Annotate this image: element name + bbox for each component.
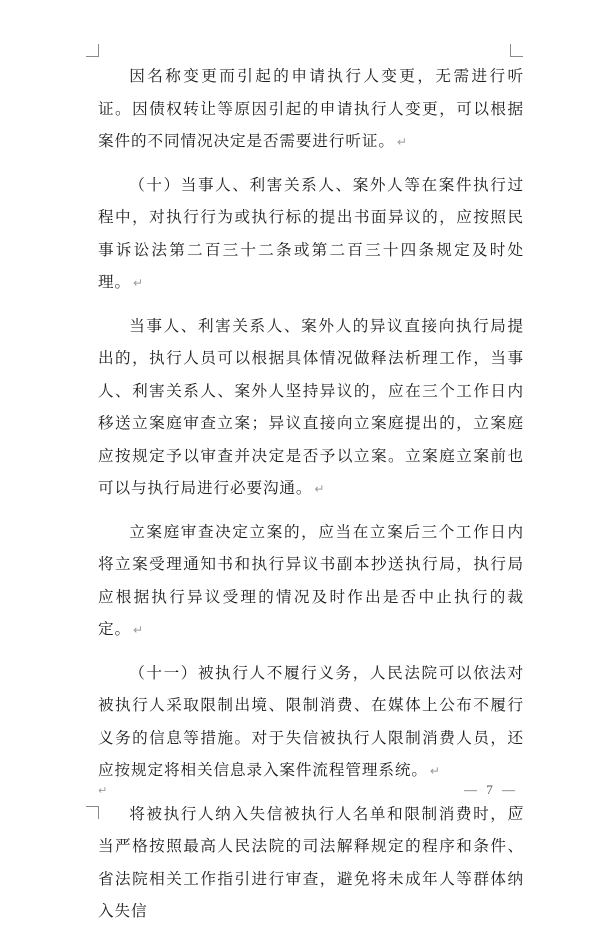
- paragraph-mark-icon: ↵: [314, 482, 326, 496]
- paragraph: [98, 60, 524, 159]
- paragraph-text: 当事人、利害关系人、案外人的异议直接向执行局提出的，执行人员可以根据具体情况做释法析理工作，当事人、利害关系人、案外人坚持异议的，应在三个工作日内移送立案庭审查立案；异议直接向立案庭提出的，立案庭应按规定予以审查并决定是否予以立案。立案庭立案前也可以与执行局进行必要沟通。: [98, 316, 524, 497]
- crop-mark-top-right: [510, 44, 523, 57]
- paragraph-text: 因名称变更而引起的申请执行人变更，无需进行听证。因债权转让等原因引起的申请执行人变更，可以根据案件的不同情况决定是否需要进行听证。: [98, 67, 524, 150]
- paragraph: [98, 516, 524, 647]
- paragraph-mark-icon: ↵: [429, 764, 441, 778]
- paragraph-text: （十）当事人、利害关系人、案外人等在案件执行过程中，对执行行为或执行标的提出书面异议的，应按照民事诉讼法第二百三十二条或第二百三十四条规定及时处理。: [98, 175, 524, 291]
- paragraph: [98, 798, 524, 928]
- document-body[interactable]: [98, 60, 524, 938]
- crop-mark-top-left: [86, 44, 99, 57]
- paragraph: [98, 169, 524, 300]
- paragraph: [98, 310, 524, 506]
- page-number: — 7 —: [464, 782, 518, 797]
- paragraph-text: （十一）被执行人不履行义务，人民法院可以依法对被执行人采取限制出境、限制消费、在媒体上公布不履行义务的信息等措施。对于失信被执行人限制消费人员，还应按规定将相关信息录入案件流程管理系统。: [98, 663, 524, 779]
- paragraph-mark-icon: ↵: [133, 623, 144, 637]
- paragraph-mark-icon: ↵: [133, 276, 144, 290]
- paragraph-text: 将被执行人纳入失信被执行人名单和限制消费时，应当严格按照最高人民法院的司法解释规定的程序和条件、省法院相关工作指引进行审查，避免将未成年人等群体纳入失信: [98, 804, 524, 920]
- paragraph-text: 立案庭审查决定立案的，应当在立案后三个工作日内将立案受理通知书和执行异议书副本抄送执行局，执行局应根据执行异议受理的情况及时作出是否中止执行的裁定。: [98, 522, 524, 638]
- paragraph: [98, 657, 524, 788]
- paragraph-mark-icon: ↵: [396, 135, 408, 149]
- footer-paragraph-mark-icon: ↵: [98, 784, 108, 797]
